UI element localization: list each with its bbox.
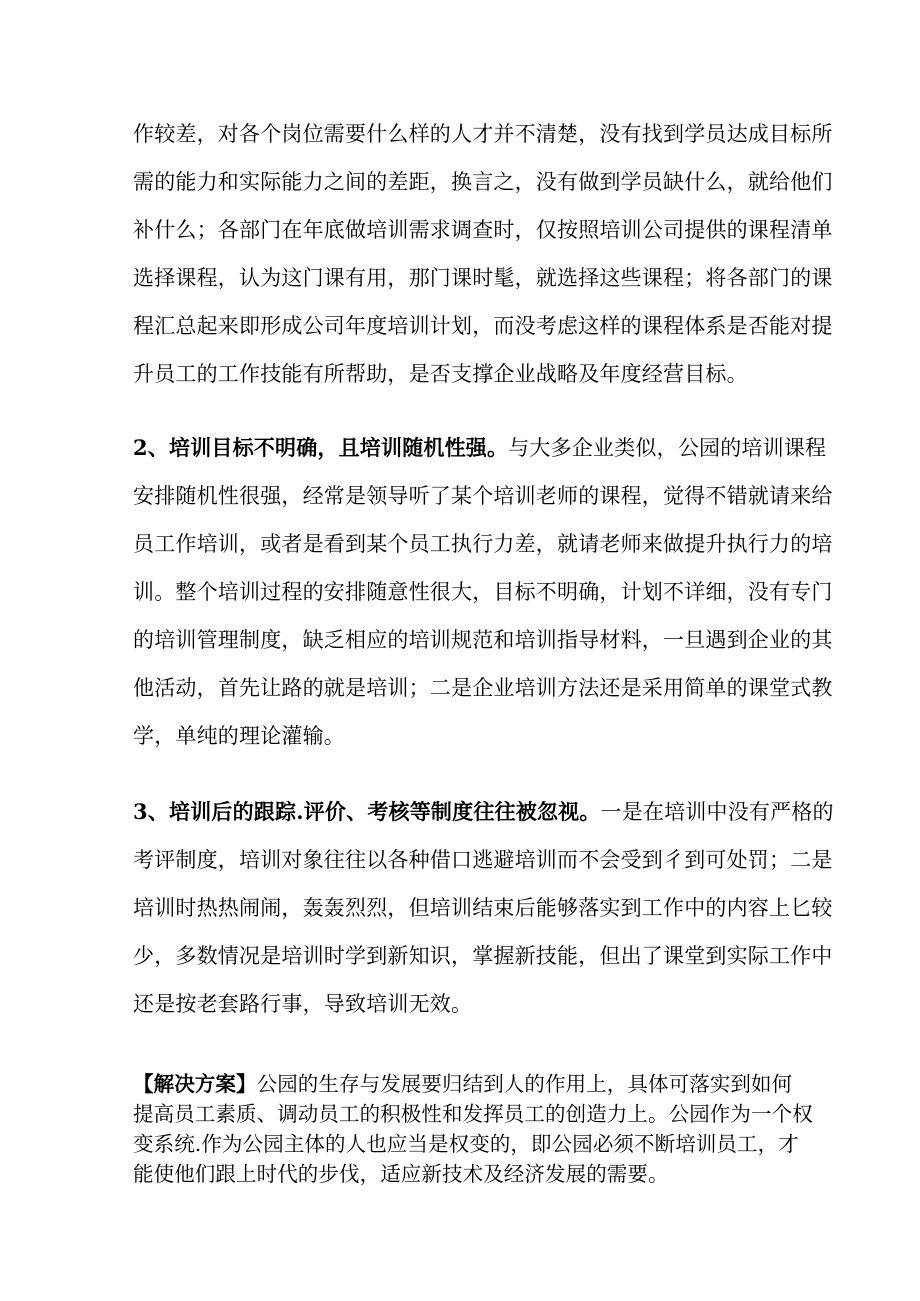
text-line: 学，单纯的理论灌输。 xyxy=(133,724,345,748)
paragraph-3-heading: 3、培训后的跟踪.评价、考核等制度往往被忽视。 xyxy=(133,799,601,824)
text-line: 的培训管理制度，缺乏相应的培训规范和培训指导材料，一旦遇到企业的其 xyxy=(133,628,833,652)
solution-first-line xyxy=(133,1069,793,1099)
text-line: 程汇总起来即形成公司年度培训计划，而没考虑这样的课程体系是否能对提 xyxy=(133,314,833,338)
text-line: 需的能力和实际能力之间的差距，换言之，没有做到学员缺什么，就给他们 xyxy=(133,170,833,194)
paragraph-2-first-line-rest: 与大多企业类似，公园的培训课程 xyxy=(508,436,827,460)
paragraph-2-first-line xyxy=(133,433,827,463)
text-line: 作较差，对各个岗位需要什么样的人才并不清楚，没有找到学员达成目标所 xyxy=(133,122,833,146)
paragraph-3-first-line-rest: 一是在培训中没有严格的 xyxy=(600,800,834,824)
text-line: 员工作培训，或者是看到某个员工执行力差，就请老师来做提升执行力的培 xyxy=(133,532,833,556)
text-line: 他活动，首先让路的就是培训；二是企业培训方法还是采用简单的课堂式教 xyxy=(133,676,833,700)
text-line: 还是按老套路行事，导致培训无效。 xyxy=(133,992,473,1016)
solution-heading: 【解决方案】 xyxy=(133,1072,257,1096)
paragraph-2-heading: 2、培训目标不明确，且培训随机性强。 xyxy=(133,435,509,460)
text-line: 补什么；各部门在年底做培训需求调查时，仅按照培训公司提供的课程清单 xyxy=(133,218,833,242)
text-line: 培训时热热闹闹，轰轰烈烈，但培训结束后能够落实到工作中的内容上匕较 xyxy=(133,896,833,920)
text-line: 升员工的工作技能有所帮助，是否支撑企业战略及年度经营目标。 xyxy=(133,362,748,386)
text-line: 选择课程，认为这门课有用，那门课时髦，就选择这些课程；将各部门的课 xyxy=(133,266,833,290)
text-line: 变系统.作为公园主体的人也应当是权变的，即公园必须不断培训员工，才 xyxy=(133,1132,799,1156)
text-line: 提高员工素质、调动员工的积极性和发挥员工的创造力上。公园作为一个权 xyxy=(133,1102,813,1126)
text-line: 少，多数情况是培训时学到新知识，掌握新技能，但出了课堂到实际工作中 xyxy=(133,944,833,968)
text-line: 考评制度，培训对象往往以各种借口逃避培训而不会受到彳到可处罚；二是 xyxy=(133,848,833,872)
text-line: 训。整个培训过程的安排随意性很大，目标不明确，计划不详细，没有专门 xyxy=(133,580,833,604)
paragraph-3-first-line xyxy=(133,797,834,827)
text-line: 安排随机性很强，经常是领导听了某个培训老师的课程，觉得不错就请来给 xyxy=(133,484,833,508)
solution-first-line-rest: 公园的生存与发展要归结到人的作用上，具体可落实到如何 xyxy=(256,1072,793,1096)
text-line: 能使他们跟上时代的步伐，适应新技术及经济发展的需要。 xyxy=(133,1162,669,1186)
